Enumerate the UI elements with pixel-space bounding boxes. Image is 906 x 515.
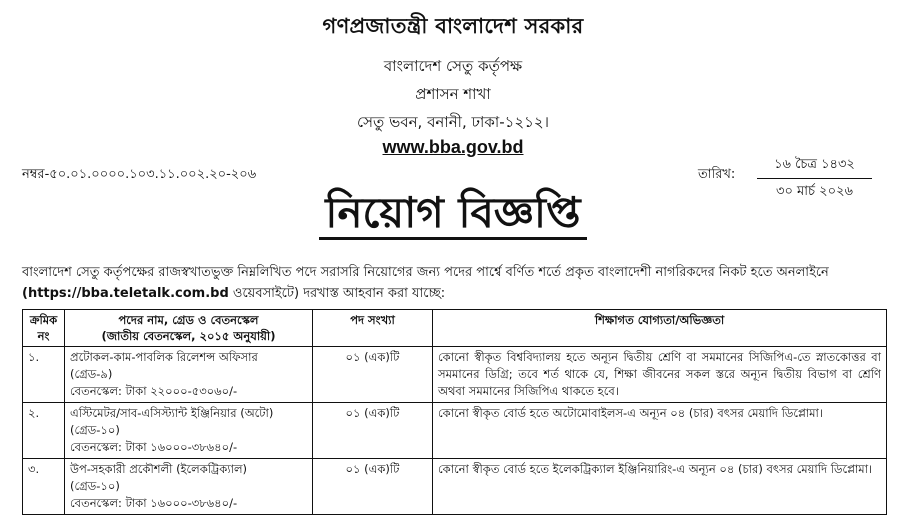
date-label: তারিখ: bbox=[698, 167, 736, 182]
row-count: ০১ (এক)টি bbox=[313, 459, 433, 515]
row-serial: ১. bbox=[23, 347, 65, 403]
memo-number: নম্বর-৫০.০১.০০০০.১০৩.১১.০০২.২০-২০৬ bbox=[22, 167, 257, 182]
table-row bbox=[23, 403, 887, 459]
posts-table bbox=[22, 309, 887, 515]
row-count: ০১ (এক)টি bbox=[313, 347, 433, 403]
row-qualification: কোনো স্বীকৃত বোর্ড হতে ইলেকট্রিক্যাল ইঞ্জিনিয়ারিং-এ অন্যূন ০৪ (চার) বৎসর মেয়াদি ডিপ্লোমা। bbox=[433, 459, 887, 515]
table-header-row bbox=[23, 310, 887, 347]
row-post: উপ-সহকারী প্রকৌশলী (ইলেকট্রিক্যাল) (গ্রেড-১০) বেতনস্কেল: টাকা ১৬০০০-৩৮৬৪০/- bbox=[65, 459, 313, 515]
row-qualification: কোনো স্বীকৃত বোর্ড হতে অটোমোবাইলস-এ অন্যূন ০৪ (চার) বৎসর মেয়াদি ডিপ্লোমা। bbox=[433, 403, 887, 459]
table-row bbox=[23, 347, 887, 403]
date-bangla: ১৬ চৈত্র ১৪৩২ bbox=[757, 155, 872, 179]
row-qualification: কোনো স্বীকৃত বিশ্ববিদ্যালয় হতে অন্যূন দ্বিতীয় শ্রেণি বা সমমানের সিজিপিএ-তে স্নাতকোত্তর বা সমমানের ডিগ্রি; তবে শর্ত থাকে যে, শিক্ষা জীবনের সকল স্তরে অন্যূন দ্বিতীয় বিভাগ বা শ্রেণি অথবা সমমানের সিজিপিএ থাকতে হবে। bbox=[433, 347, 887, 403]
row-post: প্রটোকল-কাম-পাবলিক রিলেশন্স অফিসার (গ্রেড-৯) বেতনস্কেল: টাকা ২২০০০-৫৩০৬০/- bbox=[65, 347, 313, 403]
notice-title: নিয়োগ বিজ্ঞপ্তি bbox=[319, 189, 586, 240]
intro-text-after: ওয়েবসাইটে) দরখাস্ত আহবান করা যাচ্ছে: bbox=[228, 286, 446, 301]
header-serial: ক্রমিক নং bbox=[23, 310, 65, 347]
intro-paragraph bbox=[22, 262, 887, 304]
website-link[interactable]: www.bba.gov.bd bbox=[382, 137, 524, 157]
office-address: সেতু ভবন, বনানী, ঢাকা-১২১২। bbox=[357, 113, 549, 131]
government-title: গণপ্রজাতন্ত্রী বাংলাদেশ সরকার bbox=[322, 14, 584, 38]
table-row bbox=[23, 459, 887, 515]
authority-name: বাংলাদেশ সেতু কর্তৃপক্ষ bbox=[383, 57, 523, 75]
row-serial: ২. bbox=[23, 403, 65, 459]
intro-text: বাংলাদেশ সেতু কর্তৃপক্ষের রাজস্বখাতভুক্ত নিম্নলিখিত পদে সরাসরি নিয়োগের জন্য পদের পার্শ্বে বর্ণিত শর্তে প্রকৃত বাংলাদেশী নাগরিকদের নিকট হতে অনলাইনে bbox=[22, 265, 829, 280]
row-count: ০১ (এক)টি bbox=[313, 403, 433, 459]
header-post: পদের নাম, গ্রেড ও বেতনস্কেল (জাতীয় বেতনস্কেল, ২০১৫ অনুযায়ী) bbox=[65, 310, 313, 347]
apply-url[interactable]: (https://bba.teletalk.com.bd bbox=[22, 286, 229, 301]
date-english: ৩০ মার্চ ২০২৬ bbox=[776, 184, 853, 199]
row-post: এস্টিমেটর/সাব-এসিস্ট্যান্ট ইঞ্জিনিয়ার (অটো) (গ্রেড-১০) বেতনস্কেল: টাকা ১৬০০০-৩৮৬৪০/- bbox=[65, 403, 313, 459]
row-serial: ৩. bbox=[23, 459, 65, 515]
header-count: পদ সংখ্যা bbox=[313, 310, 433, 347]
notice-title-block bbox=[0, 188, 906, 240]
branch-name: প্রশাসন শাখা bbox=[415, 85, 491, 103]
header-qualification: শিক্ষাগত যোগ্যতা/অভিজ্ঞতা bbox=[433, 310, 887, 347]
